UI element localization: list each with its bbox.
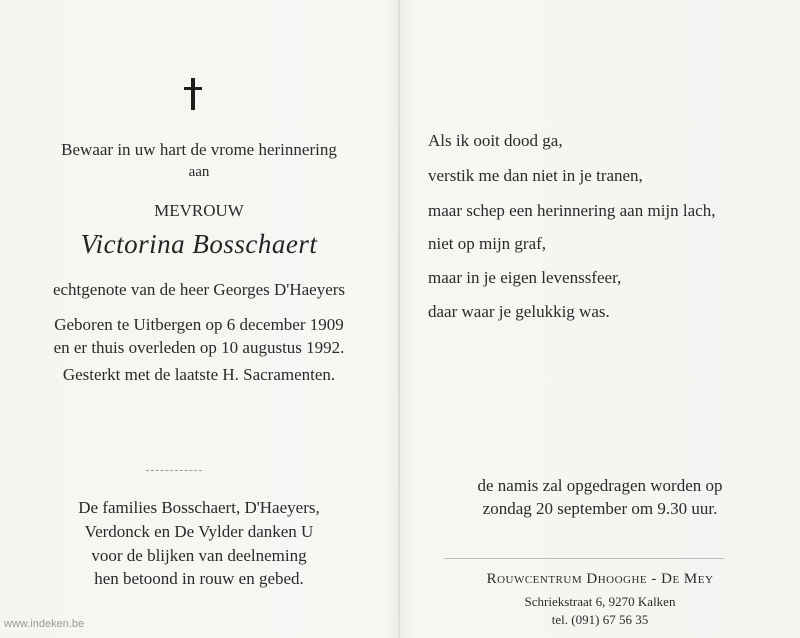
birth-line: Geboren te Uitbergen op 6 december 1909	[54, 315, 344, 334]
mass-line-2: zondag 20 september om 9.30 uur.	[482, 499, 718, 518]
funeral-home-address: Schriekstraat 6, 9270 Kalken	[524, 594, 676, 609]
poem-line-4: niet op mijn graf,	[428, 234, 547, 253]
poem-line-3: maar schep een herinnering aan mijn lach,	[428, 201, 716, 220]
spouse-line: echtgenote van de heer Georges D'Haeyers	[52, 280, 346, 299]
deceased-name: Victorina Bosschaert	[80, 229, 318, 259]
poem-line-2: verstik me dan niet in je tranen,	[428, 166, 643, 185]
right-panel	[400, 0, 800, 638]
thanks-line-3: voor de blijken van deelneming	[91, 546, 307, 565]
poem-line-6: daar waar je gelukkig was.	[428, 302, 610, 321]
mass-line-1: de namis zal opgedragen worden op	[477, 476, 723, 495]
thanks-line-4: hen betoond in rouw en gebed.	[94, 569, 304, 588]
right-divider	[444, 558, 724, 559]
death-line: en er thuis overleden op 10 augustus 1992.	[53, 338, 345, 357]
cross-icon	[182, 78, 204, 110]
poem-line-1: Als ik ooit dood ga,	[428, 131, 563, 150]
sacraments-line: Gesterkt met de laatste H. Sacramenten.	[62, 365, 336, 384]
watermark: www.indeken.be	[4, 618, 85, 630]
left-panel	[0, 0, 398, 638]
thanks-line-1: De families Bosschaert, D'Haeyers,	[78, 498, 320, 517]
title-mevrouw: MEVROUW	[154, 201, 244, 220]
thanks-line-2: Verdonck en De Vylder danken U	[84, 522, 314, 541]
intro-aan: aan	[188, 164, 210, 180]
funeral-home-name: Rouwcentrum Dhooghe - De Mey	[486, 571, 714, 587]
funeral-home-phone: tel. (091) 67 56 35	[551, 612, 649, 627]
left-divider	[146, 470, 202, 472]
poem-line-5: maar in je eigen levenssfeer,	[428, 268, 622, 287]
intro-line: Bewaar in uw hart de vrome herinnering	[61, 140, 337, 159]
